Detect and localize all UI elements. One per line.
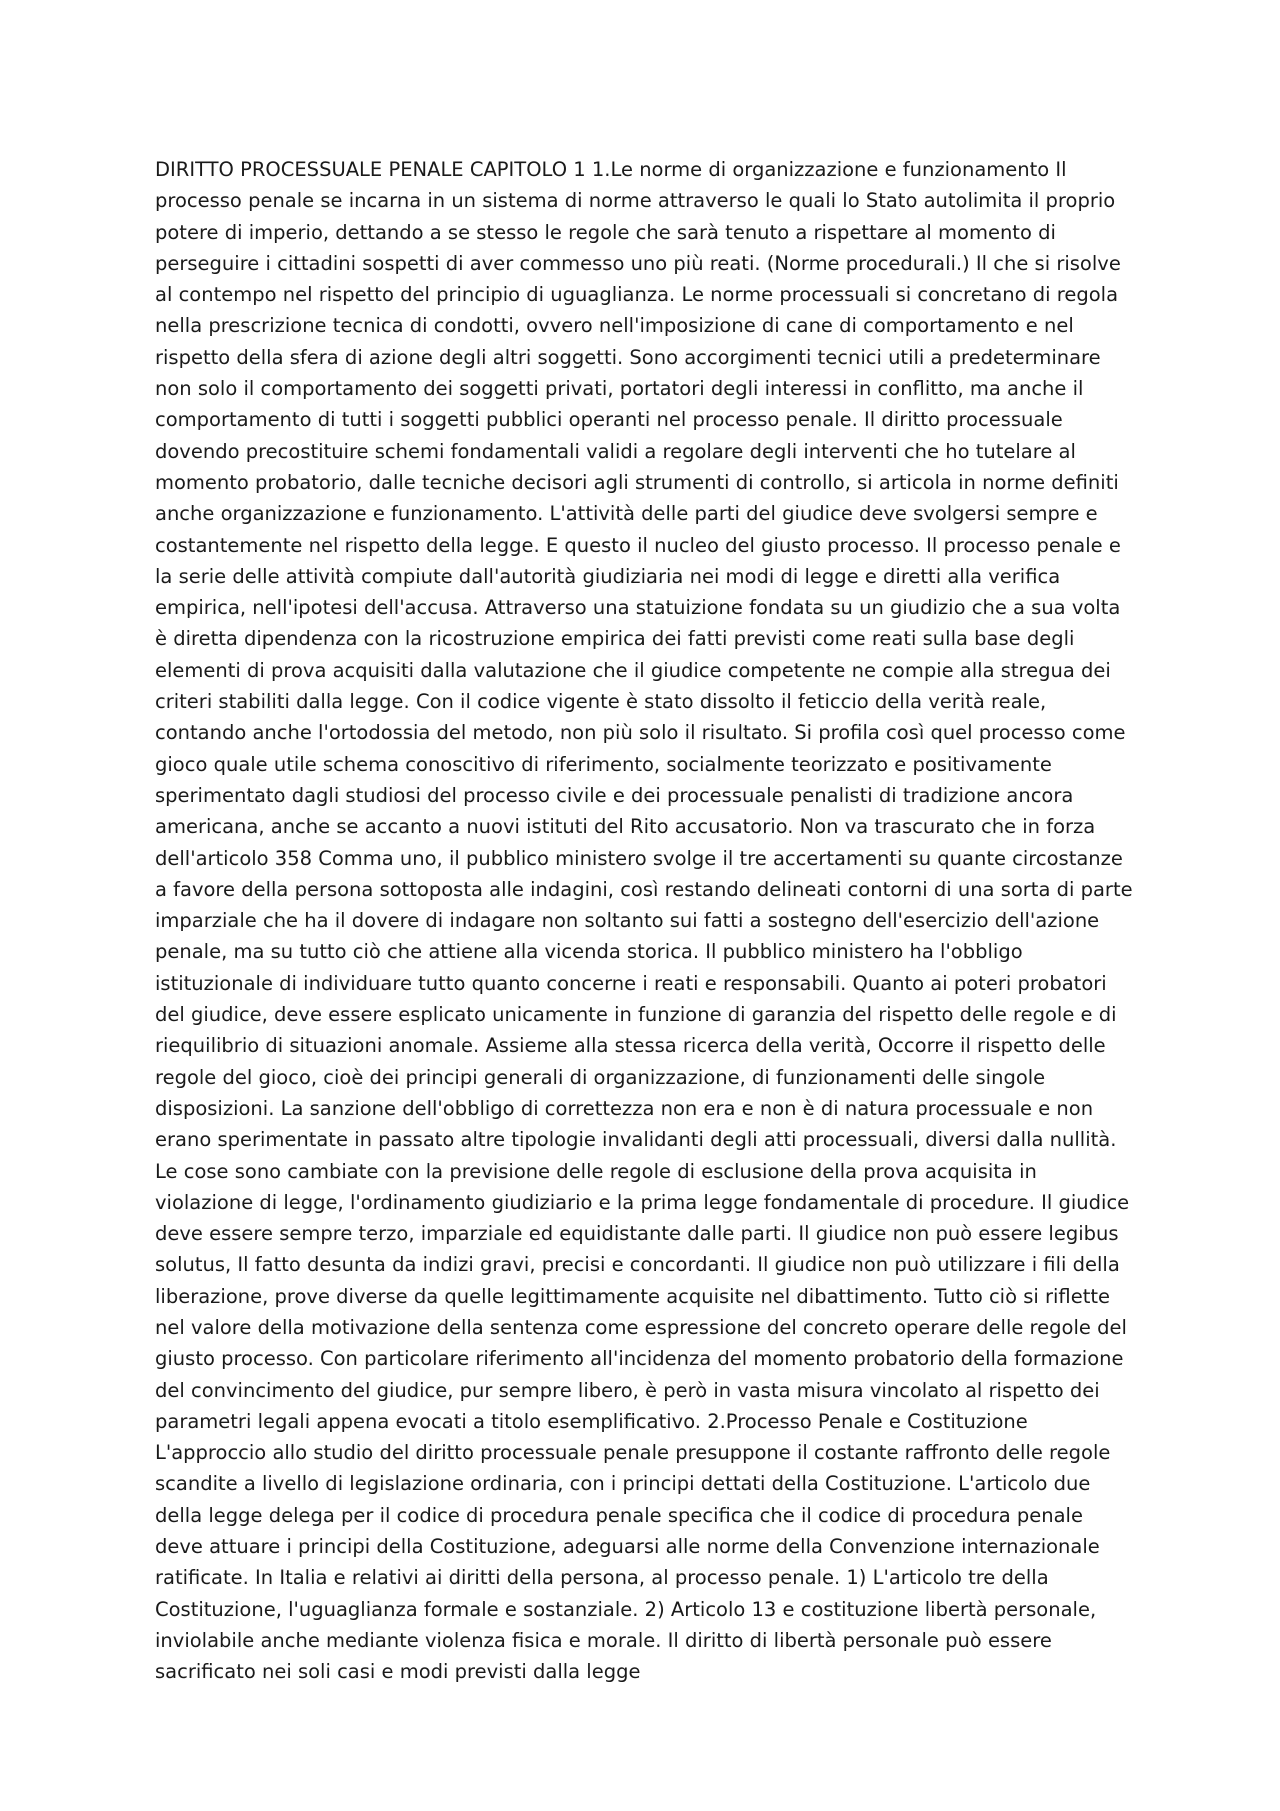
document-body-text: DIRITTO PROCESSUALE PENALE CAPITOLO 1 1.Le norme di organizzazione e funzionamento Il processo penale se incarna in un sistema di norme attraverso le quali lo Stato autolimita il proprio potere di imperio, dettando a se stesso le regole che sarà tenuto a rispettare al momento di perseguire i cittadini sospetti di aver commesso uno più reati. (Norme procedurali.) Il che si risolve al contempo nel rispetto del principio di uguaglianza. Le norme processuali si concretano di regola nella prescrizione tecnica di condotti, ovvero nell'imposizione di cane di comportamento e nel rispetto della sfera di azione degli altri soggetti. Sono accorgimenti tecnici utili a predeterminare non solo il comportamento dei soggetti privati, portatori degli interessi in conflitto, ma anche il comportamento di tutti i soggetti pubblici operanti nel processo penale. Il diritto processuale dovendo precostituire schemi fondamentali validi a regolare degli interventi che ho tutelare al momento probatorio, dalle tecniche decisori agli strumenti di controllo, si articola in norme definiti anche organizzazione e funzionamento. L'attività delle parti del giudice deve svolgersi sempre e costantemente nel rispetto della legge. E questo il nucleo del giusto processo. Il processo penale e la serie delle attività compiute dall'autorità giudiziaria nei modi di legge e diretti alla verifica empirica, nell'ipotesi dell'accusa. Attraverso una statuizione fondata su un giudizio che a sua volta è diretta dipendenza con la ricostruzione empirica dei fatti previsti come reati sulla base degli elementi di prova acquisiti dalla valutazione che il giudice competente ne compie alla stregua dei criteri stabiliti dalla legge. Con il codice vigente è stato dissolto il feticcio della verità reale, contando anche l'ortodossia del metodo, non più solo il risultato. Si profila così quel processo come gioco quale utile schema conoscitivo di riferimento, socialmente teorizzato e positivamente sperimentato dagli studiosi del processo civile e dei processuale penalisti di tradizione ancora americana, anche se accanto a nuovi istituti del Rito accusatorio. Non va trascurato che in forza dell'articolo 358 Comma uno, il pubblico ministero svolge il tre accertamenti su quante circostanze a favore della persona sottoposta alle indagini, così restando delineati contorni di una sorta di parte imparziale che ha il dovere di indagare non soltanto sui fatti a sostegno dell'esercizio dell'azione penale, ma su tutto ciò che attiene alla vicenda storica. Il pubblico ministero ha l'obbligo istituzionale di individuare tutto quanto concerne i reati e responsabili. Quanto ai poteri probatori del giudice, deve essere esplicato unicamente in funzione di garanzia del rispetto delle regole e di riequilibrio di situazioni anomale. Assieme alla stessa ricerca della verità, Occorre il rispetto delle regole del gioco, cioè dei principi generali di organizzazione, di funzionamenti delle singole disposizioni. La sanzione dell'obbligo di correttezza non era e non è di natura processuale e non erano sperimentate in passato altre tipologie invalidanti degli atti processuali, diversi dalla nullità. Le cose sono cambiate con la previsione delle regole di esclusione della prova acquisita in violazione di legge, l'ordinamento giudiziario e la prima legge fondamentale di procedure. Il giudice deve essere sempre terzo, imparziale ed equidistante dalle parti. Il giudice non può essere legibus solutus, Il fatto desunta da indizi gravi, precisi e concordanti. Il giudice non può utilizzare i fili della liberazione, prove diverse da quelle legittimamente acquisite nel dibattimento. Tutto ciò si riflette nel valore della motivazione della sentenza come espressione del concreto operare delle regole del giusto processo. Con particolare riferimento all'incidenza del momento probatorio della formazione del convincimento del giudice, pur sempre libero, è però in vasta misura vincolato al rispetto dei parametri legali appena evocati a titolo esemplificativo. 2.Processo Penale e Costituzione L'approccio allo studio del diritto processuale penale presuppone il costante raffronto delle regole scandite a livello di legislazione ordinaria, con i principi dettati della Costituzione. L'articolo due della legge delega per il codice di procedura penale specifica che il codice di procedura penale deve attuare i principi della Costituzione, adeguarsi alle norme della Convenzione internazionale ratificate. In Italia e relativi ai diritti della persona, al processo penale. 1) L'articolo tre della Costituzione, l'uguaglianza formale e sostanziale. 2) Articolo 13 e costituzione libertà personale, inviolabile anche mediante violenza fisica e morale. Il diritto di libertà personale può essere sacrificato nei soli casi e modi previsti dalla legge	[155, 158, 1133, 1684]
